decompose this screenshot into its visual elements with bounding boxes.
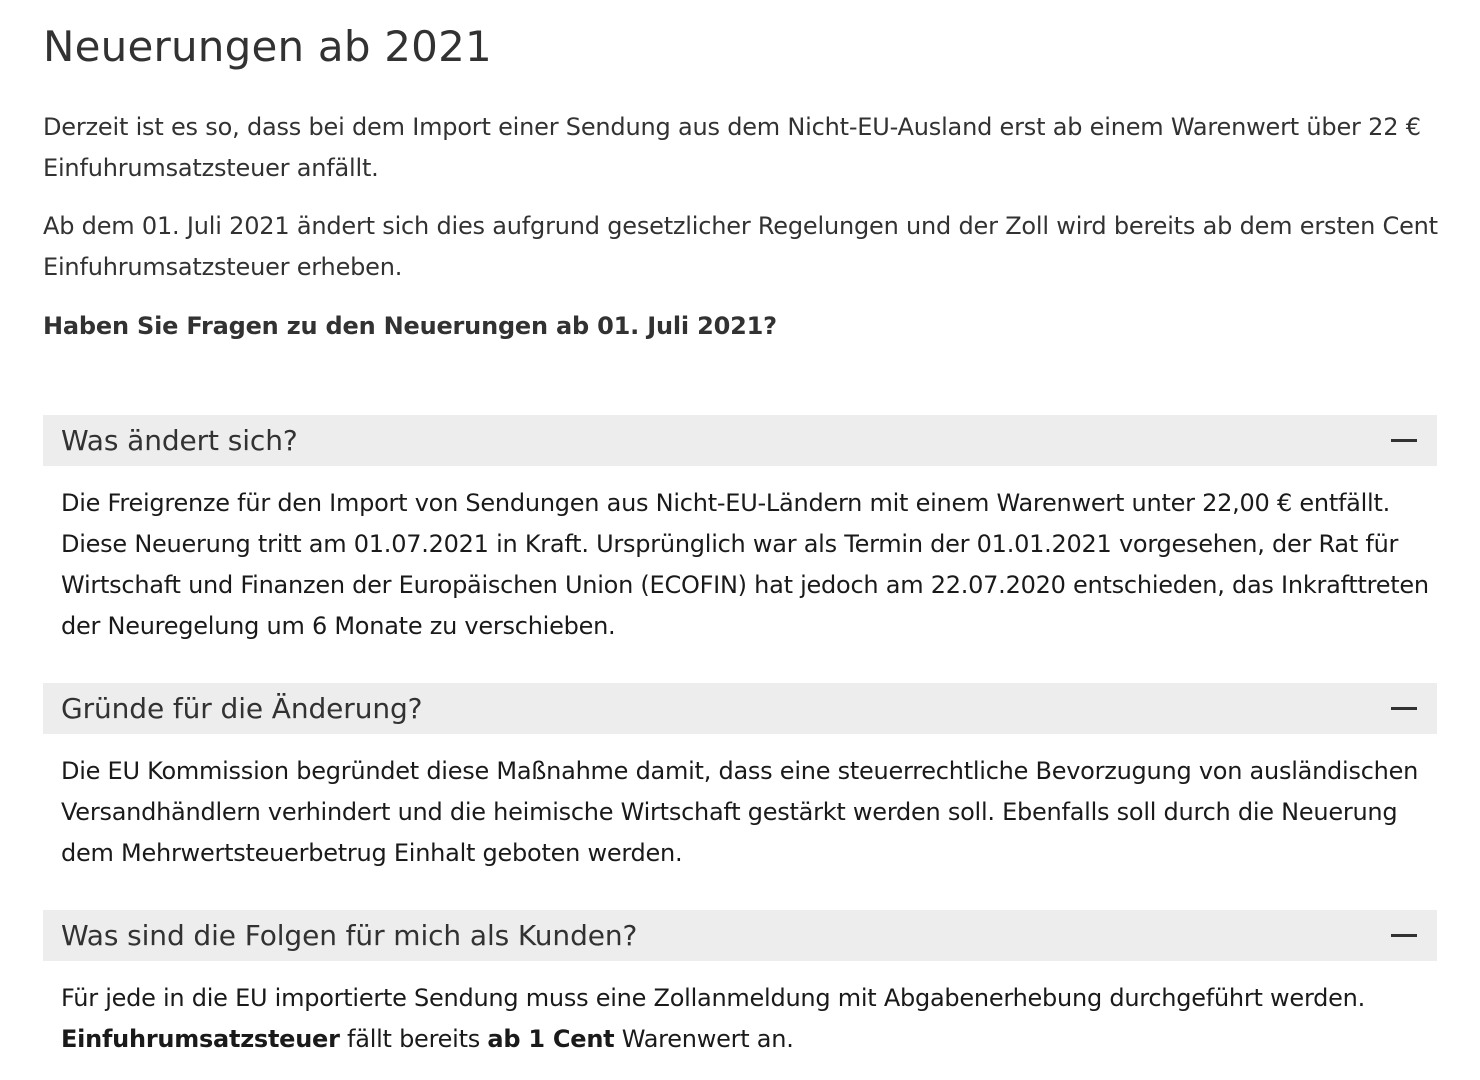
accordion-header-gruende[interactable]	[43, 683, 1437, 734]
accordion-title: Gründe für die Änderung?	[61, 692, 423, 725]
body-strong-text: Einfuhrumsatzsteuer	[61, 1025, 340, 1053]
intro-paragraph-2: Ab dem 01. Juli 2021 ändert sich dies aufgrund gesetzlicher Regelungen und der Zoll wird bereits ab dem ersten Cent Einfuhrumsatzsteuer erheben.	[43, 212, 1438, 281]
accordion-content-folgen	[61, 978, 1433, 1060]
accordion-header-folgen[interactable]	[43, 910, 1437, 961]
body-strong-text: ab 1 Cent	[487, 1025, 615, 1053]
accordion-content-gruende: Die EU Kommission begründet diese Maßnahme damit, dass eine steuerrechtliche Bevorzugung von ausländischen Versandhändlern verhindert und die heimische Wirtschaft gestärkt werden soll. Ebenfalls soll durch die Neuerung dem Mehrwertsteuerbetrug Einhalt geboten werden.	[61, 757, 1419, 867]
minus-icon[interactable]	[1391, 707, 1417, 710]
faq-heading: Haben Sie Fragen zu den Neuerungen ab 01. Juli 2021?	[43, 312, 777, 340]
body-text: fällt bereits	[339, 1025, 488, 1053]
body-text: Für jede in die EU importierte Sendung muss eine Zollanmeldung mit Abgabenerhebung durchgeführt werden.	[61, 984, 1365, 1012]
accordion-content-was-aendert-sich: Die Freigrenze für den Import von Sendungen aus Nicht-EU-Ländern mit einem Warenwert unter 22,00 € entfällt. Diese Neuerung tritt am 01.07.2021 in Kraft. Ursprünglich war als Termin der 01.01.2021 vorgesehen, der Rat für Wirtschaft und Finanzen der Europäischen Union (ECOFIN) hat jedoch am 22.07.2020 entschieden, das Inkrafttreten der Neuregelung um 6 Monate zu verschieben.	[61, 489, 1429, 640]
minus-icon[interactable]	[1391, 439, 1417, 442]
intro-paragraph-1: Derzeit ist es so, dass bei dem Import einer Sendung aus dem Nicht-EU-Ausland erst ab einem Warenwert über 22 € Einfuhrumsatzsteuer anfällt.	[43, 113, 1421, 182]
accordion-title: Was sind die Folgen für mich als Kunden?	[61, 919, 638, 952]
page-title: Neuerungen ab 2021	[43, 22, 492, 71]
body-text: Warenwert an.	[614, 1025, 794, 1053]
accordion-title: Was ändert sich?	[61, 424, 298, 457]
minus-icon[interactable]	[1391, 934, 1417, 937]
accordion-header-was-aendert-sich[interactable]	[43, 415, 1437, 466]
